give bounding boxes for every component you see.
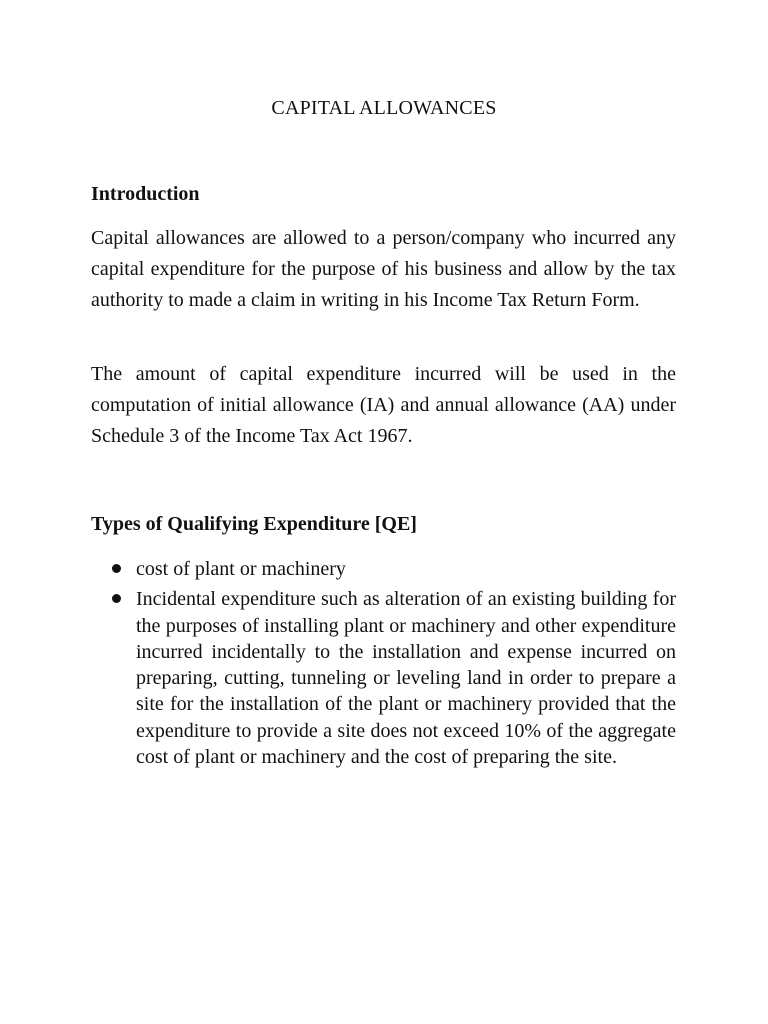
- document-title: CAPITAL ALLOWANCES: [271, 97, 497, 119]
- introduction-paragraph: The amount of capital expenditure incurred will be used in the computation of initial allowance (IA) and annual allowance (AA) under Schedule 3 of the Income Tax Act 1967.: [91, 363, 676, 447]
- list-item: [91, 556, 676, 582]
- introduction-paragraph: Capital allowances are allowed to a person/company who incurred any capital expenditure for the purpose of his business and allow by the tax authority to made a claim in writing in his Income Tax Return Form.: [91, 227, 676, 311]
- bullet-icon: [112, 594, 121, 603]
- introduction-heading: Introduction: [91, 183, 200, 205]
- qualifying-expenditure-list: [91, 556, 676, 770]
- bullet-icon: [112, 564, 121, 573]
- qualifying-expenditure-heading: Types of Qualifying Expenditure [QE]: [91, 513, 417, 535]
- list-item: [91, 586, 676, 770]
- list-item-text: cost of plant or machinery: [136, 558, 346, 580]
- list-item-text: Incidental expenditure such as alteration of an existing building for the purposes of installing plant or machinery and other expenditure incurred incidentally to the installation and expense incurred on preparing, cutting, tunneling or leveling land in order to prepare a site for the installation of the plant or machinery provided that the expenditure to provide a site does not exceed 10% of the aggregate cost of plant or machinery and the cost of preparing the site.: [136, 588, 676, 769]
